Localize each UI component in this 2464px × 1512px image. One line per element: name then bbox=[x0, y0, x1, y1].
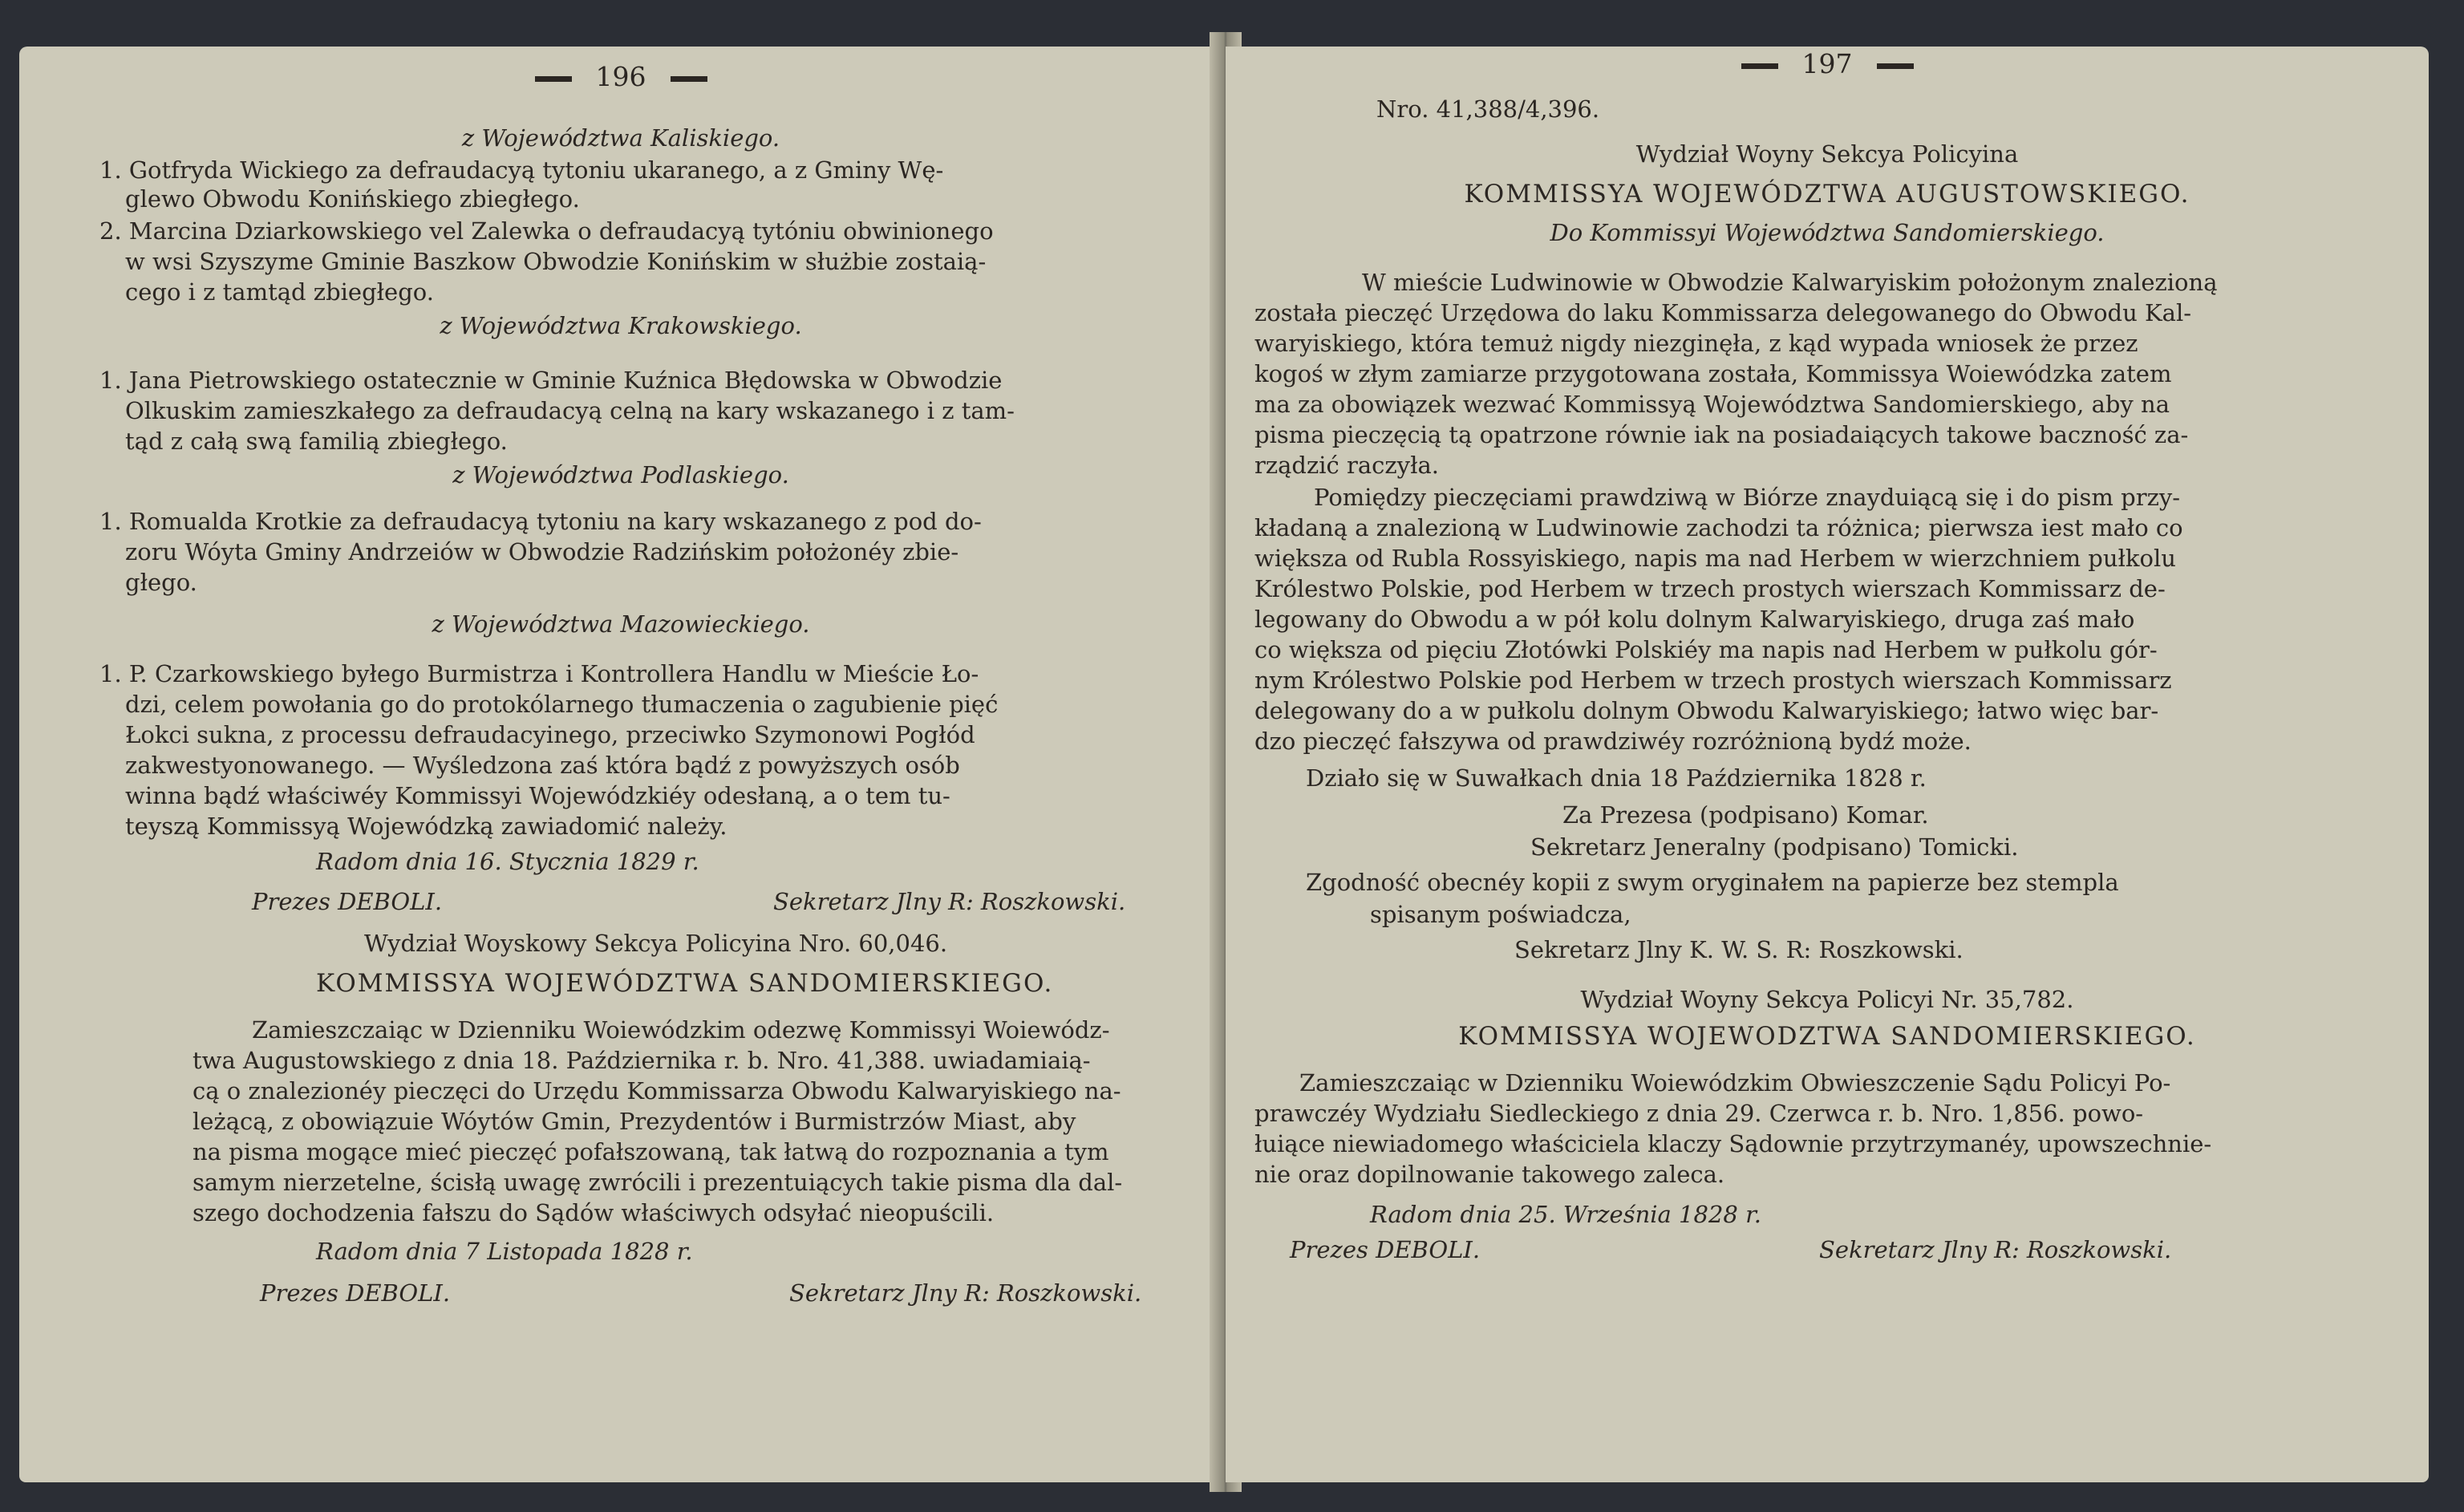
text-line: Królestwo Polskie, pod Herbem w trzech prostych wierszach Kommissarz de- bbox=[1254, 575, 2166, 602]
text-line: Olkuskim zamieszkałego za defraudacyą celną na kary wskazanego i z tam- bbox=[125, 397, 1015, 424]
president-signature: Prezes DEBOLI. bbox=[260, 1279, 451, 1307]
president-signature: Prezes DEBOLI. bbox=[1290, 1236, 1481, 1263]
text-line: teyszą Kommissyą Wojewódzką zawiadomić należy. bbox=[125, 813, 727, 840]
page-number-header bbox=[19, 63, 1222, 91]
department-line: Wydział Woyny Sekcya Policyi Nr. 35,782. bbox=[1580, 986, 2074, 1013]
text-line: samym nierzetelne, ścisłą uwagę zwrócili i prezentuiących takie pisma dla dal- bbox=[192, 1169, 1123, 1196]
text-line: 1. Romualda Krotkie za defraudacyą tytoniu na kary wskazanego z pod do- bbox=[99, 508, 982, 535]
text-line: rządzić raczyła. bbox=[1254, 452, 1439, 479]
signature-line: Za Prezesa (podpisano) Komar. bbox=[1562, 801, 1929, 829]
text-line: glewo Obwodu Konińskiego zbiegłego. bbox=[125, 185, 580, 213]
text-line: cego i z tamtąd zbiegłego. bbox=[125, 278, 434, 306]
text-line: Pomiędzy pieczęciami prawdziwą w Biórze znayduiącą się i do pism przy- bbox=[1314, 484, 2181, 511]
text-line: większa od Rubla Rossyiskiego, napis ma nad Herbem w wierzchniem pułkolu bbox=[1254, 545, 2176, 572]
president-signature: Prezes DEBOLI. bbox=[252, 888, 443, 915]
text-line: w wsi Szyszyme Gminie Baszkow Obwodzie Konińskim w służbie zostaią- bbox=[125, 248, 987, 275]
text-line: winna bądź właściwéy Kommissyi Wojewódzkiéy odesłaną, a o tem tu- bbox=[125, 782, 950, 809]
text-line: 1. P. Czarkowskiego byłego Burmistrza i Kontrollera Handlu w Mieście Ło- bbox=[99, 660, 979, 687]
text-line: leżącą, z obowiązuie Wóytów Gmin, Prezydentów i Burmistrzów Miast, aby bbox=[192, 1108, 1076, 1135]
text-line: na pisma mogące mieć pieczęć pofałszowaną, tak łatwą do rozpoznania a tym bbox=[192, 1138, 1109, 1165]
text-line: nie oraz dopilnowanie takowego zaleca. bbox=[1254, 1161, 1725, 1188]
secretary-signature: Sekretarz Jlny R: Roszkowski. bbox=[1819, 1236, 2172, 1263]
text-line: głego. bbox=[125, 569, 197, 596]
signature-line: Sekretarz Jeneralny (podpisano) Tomicki. bbox=[1530, 833, 2019, 861]
addressee-line: Do Kommissyi Województwa Sandomierskiego. bbox=[1550, 219, 2105, 246]
commission-heading: KOMMISSYA WOJEWÓDZTWA SANDOMIERSKIEGO. bbox=[316, 969, 1054, 998]
page-number-header bbox=[1226, 50, 2429, 79]
text-line: zakwestyonowanego. — Wyśledzona zaś która bądź z powyższych osób bbox=[125, 752, 960, 779]
page-number: 196 bbox=[595, 61, 646, 92]
text-line: zoru Wóyta Gminy Andrzeiów w Obwodzie Radzińskim położonéy zbie- bbox=[125, 538, 959, 565]
text-line: ma za obowiązek wezwać Kommissyą Województwa Sandomierskiego, aby na bbox=[1254, 391, 2170, 418]
text-line: dzi, celem powołania go do protokólarnego tłumaczenia o zagubienie pięć bbox=[125, 691, 999, 718]
text-line: Zamieszczaiąc w Dzienniku Woiewódzkim odezwę Kommissyi Woiewódz- bbox=[252, 1016, 1110, 1044]
text-line: legowany do Obwodu a w pół kolu dolnym Kalwaryiskiego, druga zaś mało bbox=[1254, 606, 2135, 633]
text-line: dzo pieczęć fałszywa od prawdziwéy rozróżnioną bydź może. bbox=[1254, 728, 1972, 755]
commission-heading: KOMMISSYA WOJEWÓDZTWA AUGUSTOWSKIEGO. bbox=[1464, 180, 2190, 209]
section-heading: z Województwa Krakowskiego. bbox=[440, 312, 802, 339]
text-line: tąd z całą swą familią zbiegłego. bbox=[125, 428, 508, 455]
secretary-signature: Sekretarz Jlny R: Roszkowski. bbox=[773, 888, 1126, 915]
date-line: Radom dnia 25. Września 1828 r. bbox=[1370, 1201, 1761, 1228]
date-line: Radom dnia 7 Listopada 1828 r. bbox=[316, 1238, 693, 1265]
text-line: łuiące niewiadomego właściciela klaczy Sądownie przytrzymanéy, upowszechnie- bbox=[1254, 1130, 2212, 1157]
text-line: cą o znalezionéy pieczęci do Urzędu Kommissarza Obwodu Kalwaryiskiego na- bbox=[192, 1077, 1121, 1105]
certification-line: Zgodność obecnéy kopii z swym oryginałem na papierze bez stempla bbox=[1306, 869, 2119, 896]
commission-heading: KOMMISSYA WOJEWODZTWA SANDOMIERSKIEGO. bbox=[1458, 1022, 2196, 1051]
text-line: szego dochodzenia fałszu do Sądów właściwych odsyłać nieopuścili. bbox=[192, 1199, 995, 1226]
department-line: Wydział Woyskowy Sekcya Policyina Nro. 60,046. bbox=[364, 930, 948, 957]
department-line: Wydział Woyny Sekcya Policyina bbox=[1635, 140, 2019, 168]
text-line: delegowany do a w pułkolu dolnym Obwodu Kalwaryiskiego; łatwo więc bar- bbox=[1254, 697, 2159, 724]
text-line: twa Augustowskiego z dnia 18. Października r. b. Nro. 41,388. uwiadamiaią- bbox=[192, 1047, 1091, 1074]
secretary-signature: Sekretarz Jlny R: Roszkowski. bbox=[789, 1279, 1142, 1307]
certification-line: spisanym poświadcza, bbox=[1370, 901, 1631, 928]
text-line: 2. Marcina Dziarkowskiego vel Zalewka o defraudacyą tytóniu obwinionego bbox=[99, 217, 994, 245]
text-line: została pieczęć Urzędowa do laku Kommissarza delegowanego do Obwodu Kal- bbox=[1254, 299, 2192, 326]
text-line: Zamieszczaiąc w Dzienniku Woiewódzkim Obwieszczenie Sądu Policyi Po- bbox=[1299, 1069, 2171, 1097]
section-heading: z Województwa Podlaskiego. bbox=[452, 461, 789, 488]
date-line: Działo się w Suwałkach dnia 18 Października 1828 r. bbox=[1306, 764, 1927, 792]
text-line: 1. Jana Pietrowskiego ostatecznie w Gminie Kuźnica Błędowska w Obwodzie bbox=[99, 367, 1003, 394]
text-line: pisma pieczęcią tą opatrzone równie iak na posiadaiących takowe baczność za- bbox=[1254, 421, 2189, 448]
secretary-signature: Sekretarz Jlny K. W. S. R: Roszkowski. bbox=[1514, 936, 1964, 963]
reference-number: Nro. 41,388/4,396. bbox=[1376, 95, 1600, 123]
text-line: nym Królestwo Polskie pod Herbem w trzech prostych wierszach Kommissarz bbox=[1254, 667, 2172, 694]
text-line: waryiskiego, która temuż nigdy niezginęła, z kąd wypada wniosek że przez bbox=[1254, 330, 2138, 357]
text-line: Łokci sukna, z processu defraudacyinego, przeciwko Szymonowi Pogłód bbox=[125, 721, 975, 748]
text-line: prawczéy Wydziału Siedleckiego z dnia 29. Czerwca r. b. Nro. 1,856. powo- bbox=[1254, 1100, 2144, 1127]
section-heading: z Województwa Kaliskiego. bbox=[461, 124, 780, 152]
right-page bbox=[1226, 47, 2429, 1482]
section-heading: z Województwa Mazowieckiego. bbox=[432, 610, 810, 638]
left-page bbox=[19, 47, 1222, 1482]
text-line: 1. Gotfryda Wickiego za defraudacyą tytoniu ukaranego, a z Gminy Wę- bbox=[99, 156, 944, 184]
text-line: W mieście Ludwinowie w Obwodzie Kalwaryiskim położonym znalezioną bbox=[1362, 269, 2218, 296]
text-line: kogoś w złym zamiarze przygotowana została, Kommissya Woiewódzka zatem bbox=[1254, 360, 2172, 387]
page-number: 197 bbox=[1801, 48, 1853, 79]
text-line: co większa od pięciu Złotówki Polskiéy ma napis nad Herbem w pułkolu gór- bbox=[1254, 636, 2158, 663]
date-line: Radom dnia 16. Stycznia 1829 r. bbox=[316, 848, 699, 875]
text-line: kładaną a znalezioną w Ludwinowie zachodzi ta różnica; pierwsza iest mało co bbox=[1254, 514, 2183, 541]
